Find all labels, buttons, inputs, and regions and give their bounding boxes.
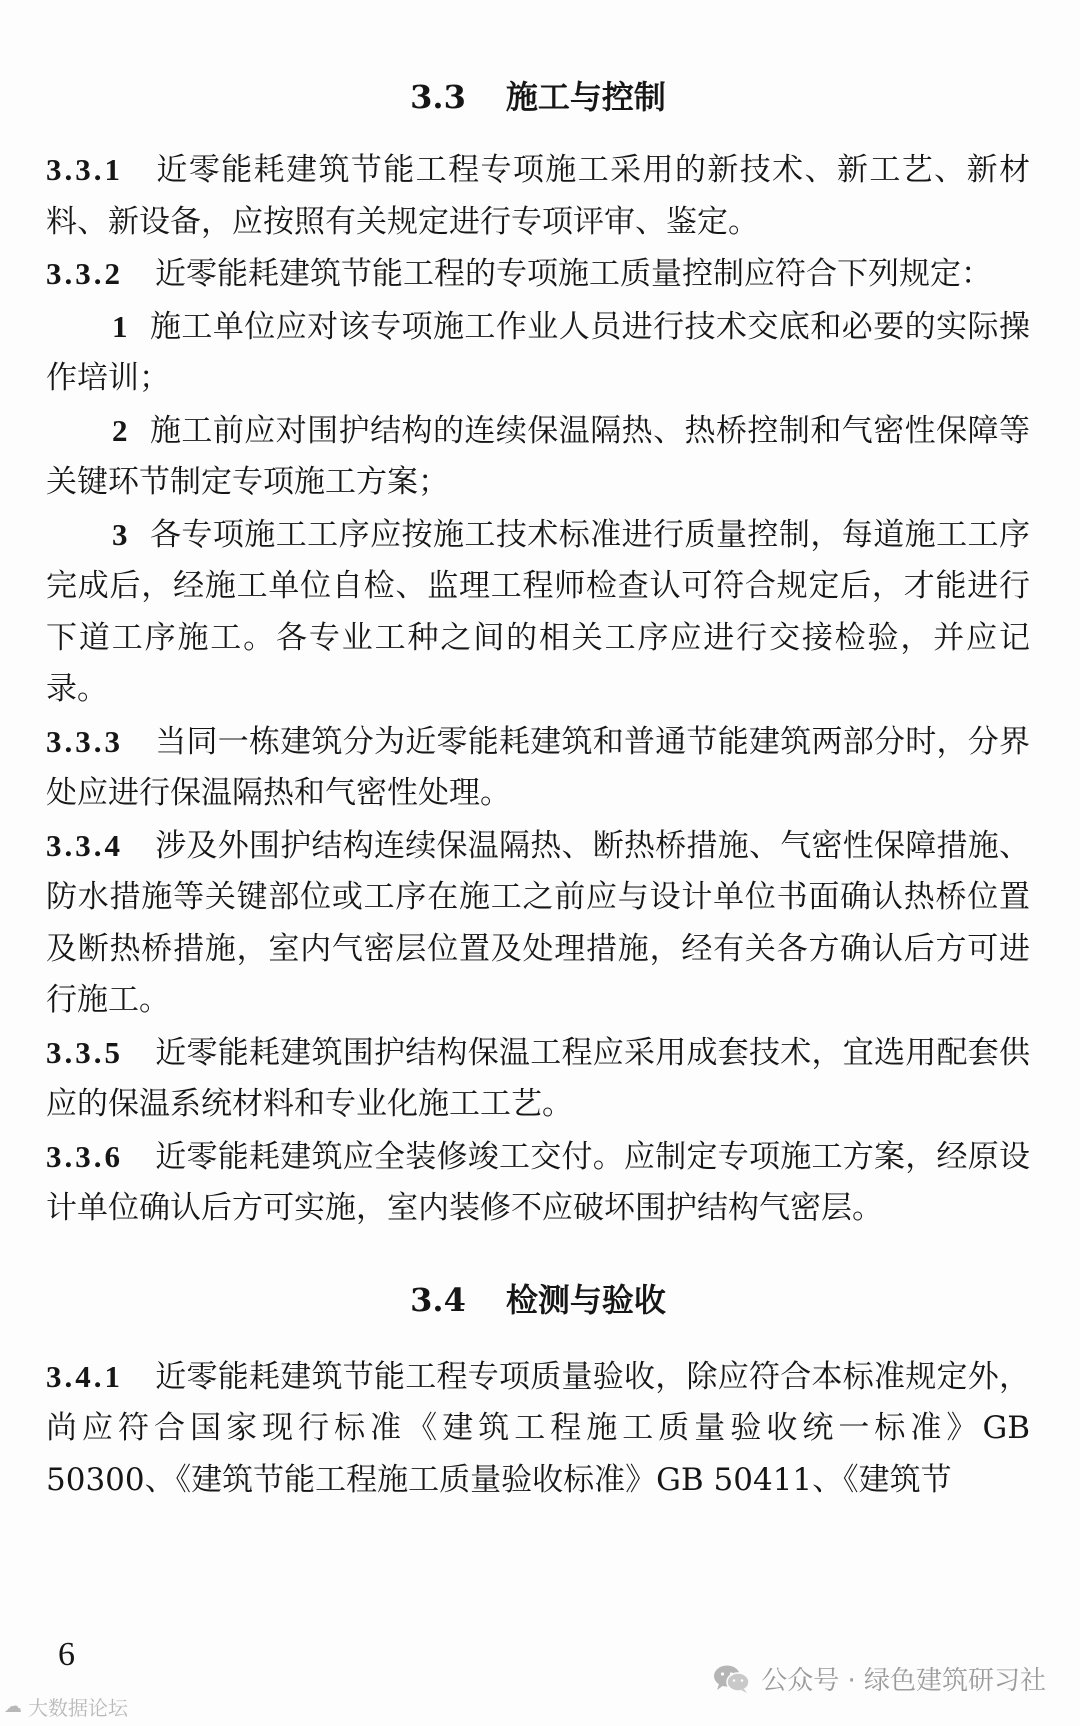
clause-3-3-5 bbox=[46, 1027, 1030, 1131]
clause-3-3-4 bbox=[46, 820, 1030, 1027]
item-number: 2 bbox=[112, 412, 128, 448]
clause-number: 3.3.3 bbox=[46, 723, 123, 759]
clause-text: 近零能耗建筑围护结构保温工程应采用成套技术，宜选用配套供应的保温系统材料和专业化施工工艺。 bbox=[46, 1034, 1030, 1122]
item-text: 施工前应对围护结构的连续保温隔热、热桥控制和气密性保障等关键环节制定专项施工方案； bbox=[46, 412, 1030, 500]
list-item bbox=[46, 405, 1030, 509]
corner-logo-text: 大数据论坛 bbox=[28, 1696, 128, 1720]
section-heading-3-3 bbox=[46, 72, 1030, 122]
wechat-icon bbox=[713, 1664, 751, 1694]
watermark bbox=[713, 1660, 1046, 1697]
clause-number: 3.3.6 bbox=[46, 1138, 123, 1174]
clause-3-3-6 bbox=[46, 1131, 1030, 1235]
item-text: 施工单位应对该专项施工作业人员进行技术交底和必要的实际操作培训； bbox=[46, 308, 1030, 396]
clause-text: 涉及外围护结构连续保温隔热、断热桥措施、气密性保障措施、防水措施等关键部位或工序在施工之前应与设计单位书面确认热桥位置及断热桥措施，室内气密层位置及处理措施，经有关各方确认后方可进行施工。 bbox=[46, 827, 1030, 1018]
list-item bbox=[46, 509, 1030, 716]
clause-text: 近零能耗建筑节能工程的专项施工质量控制应符合下列规定： bbox=[155, 256, 992, 292]
clause-3-3-2 bbox=[46, 248, 1030, 301]
section-title: 施工与控制 bbox=[505, 78, 666, 116]
watermark-text: 公众号 · 绿色建筑研习社 bbox=[761, 1666, 1046, 1696]
section-number: 3.3 bbox=[410, 78, 466, 116]
section-title: 检测与验收 bbox=[505, 1280, 666, 1319]
section-heading-3-4 bbox=[46, 1275, 1030, 1325]
clause-number: 3.3.5 bbox=[46, 1034, 123, 1070]
corner-logo bbox=[4, 1692, 128, 1721]
clause-text: 近零能耗建筑节能工程专项质量验收，除应符合本标准规定外，尚应符合国家现行标准《建筑工程施工质量验收统一标准》GB 50300、《建筑节能工程施工质量验收标准》GB 50411、《建筑节 bbox=[46, 1358, 1030, 1498]
item-number: 3 bbox=[112, 516, 128, 552]
clause-number: 3.4.1 bbox=[46, 1358, 123, 1394]
clause-3-3-1 bbox=[46, 144, 1030, 248]
clause-number: 3.3.4 bbox=[46, 827, 123, 863]
clause-text: 近零能耗建筑节能工程专项施工采用的新技术、新工艺、新材料、新设备，应按照有关规定进行专项评审、鉴定。 bbox=[46, 152, 1030, 240]
section-number: 3.4 bbox=[410, 1280, 466, 1319]
logo-mark-icon: ☁ bbox=[4, 1696, 22, 1717]
item-number: 1 bbox=[112, 308, 128, 344]
clause-number: 3.3.2 bbox=[46, 256, 123, 291]
item-text: 各专项施工工序应按施工技术标准进行质量控制，每道施工工序完成后，经施工单位自检、监理工程师检查认可符合规定后，才能进行下道工序施工。各专业工种之间的相关工序应进行交接检验，并应记录。 bbox=[46, 516, 1030, 707]
page-number: 6 bbox=[58, 1636, 75, 1673]
clause-3-3-3 bbox=[46, 716, 1030, 820]
clause-text: 近零能耗建筑应全装修竣工交付。应制定专项施工方案，经原设计单位确认后方可实施，室内装修不应破坏围护结构气密层。 bbox=[46, 1138, 1030, 1226]
list-item bbox=[46, 301, 1030, 405]
clause-text: 当同一栋建筑分为近零能耗建筑和普通节能建筑两部分时，分界处应进行保温隔热和气密性处理。 bbox=[46, 723, 1030, 811]
clause-3-4-1 bbox=[46, 1351, 1030, 1507]
clause-number: 3.3.1 bbox=[46, 152, 123, 187]
